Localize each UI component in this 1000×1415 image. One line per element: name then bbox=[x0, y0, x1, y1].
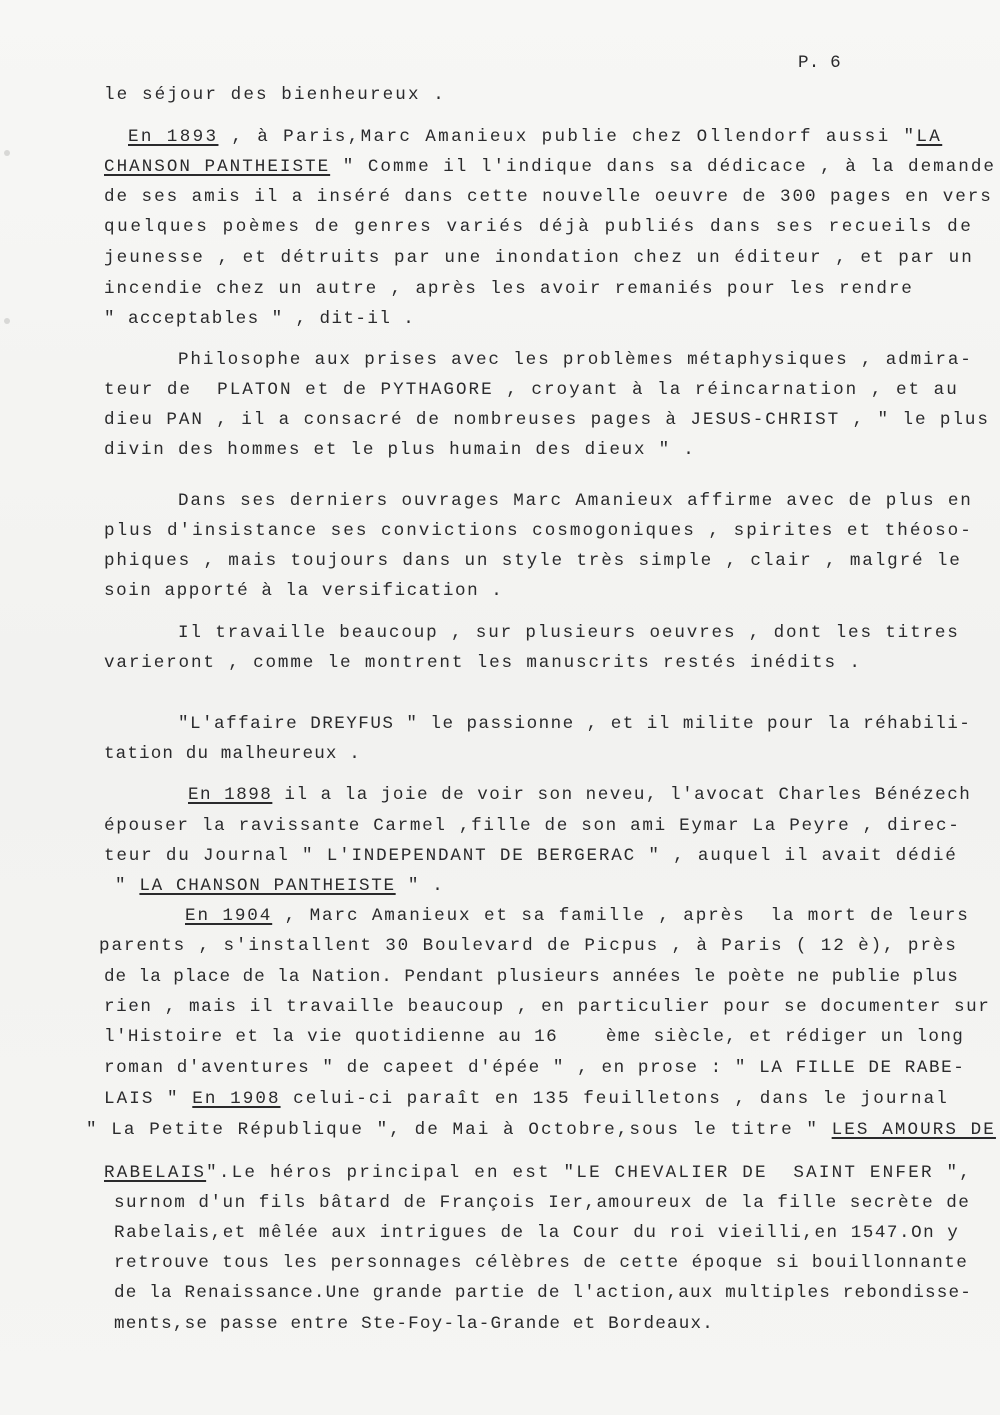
typed-text-line bbox=[104, 308, 415, 330]
text-run: de ses amis il a inséré dans cette nouvelle oeuvre de 300 pages en vers bbox=[104, 187, 993, 207]
typed-text-line bbox=[128, 126, 942, 148]
text-run: de la Renaissance.Une grande partie de l'action,aux multiples rebondisse- bbox=[114, 1283, 973, 1303]
text-run: " acceptables " , dit-il . bbox=[104, 309, 416, 329]
typed-text-line bbox=[178, 490, 973, 512]
text-run: , Marc Amanieux et sa famille , après la mort de leurs bbox=[272, 906, 970, 926]
text-run: "L'affaire DREYFUS " le passionne , et il milite pour la réhabili- bbox=[178, 714, 972, 734]
underlined-text: En 1898 bbox=[188, 785, 273, 805]
typed-text-line bbox=[104, 186, 993, 208]
underlined-text: LA bbox=[916, 127, 943, 147]
typed-text-line bbox=[104, 966, 959, 988]
underlined-text: En 1908 bbox=[192, 1089, 281, 1109]
typed-text-line bbox=[104, 580, 503, 602]
typed-text-line bbox=[104, 439, 696, 461]
text-run: surnom d'un fils bâtard de François Ier,amoureux de la fille secrète de bbox=[114, 1193, 971, 1213]
underlined-text: LA CHANSON PANTHEISTE bbox=[139, 876, 396, 896]
typed-text-line bbox=[104, 550, 962, 572]
text-run: Philosophe aux prises avec les problèmes métaphysiques , admira- bbox=[178, 350, 973, 370]
typed-text-line bbox=[115, 875, 444, 897]
typed-text-line bbox=[104, 1162, 972, 1184]
underlined-text: En 1904 bbox=[185, 906, 273, 926]
text-run: plus d'insistance ses convictions cosmogoniques , spirites et théoso- bbox=[104, 521, 973, 541]
text-run: ments,se passe entre Ste-Foy-la-Grande et Bordeaux. bbox=[114, 1314, 715, 1334]
text-run: teur du Journal " L'INDEPENDANT DE BERGERAC " , auquel il avait dédié bbox=[104, 846, 958, 866]
typed-text-line bbox=[104, 1057, 965, 1079]
text-run: incendie chez un autre , après les avoir remaniés pour les rendre bbox=[104, 279, 914, 299]
text-run: " Comme il l'indique dans sa dédicace , à la demande bbox=[330, 157, 996, 177]
text-run: phiques , mais toujours dans un style très simple , clair , malgré le bbox=[104, 551, 962, 571]
text-run: tation du malheureux . bbox=[104, 744, 361, 764]
text-run: dieu PAN , il a consacré de nombreuses pages à JESUS-CHRIST , " le plus bbox=[104, 410, 990, 430]
typed-text-line bbox=[104, 1026, 964, 1048]
text-run: teur de PLATON et de PYTHAGORE , croyant à la réincarnation , et au bbox=[104, 380, 959, 400]
typed-text-line bbox=[104, 743, 361, 765]
text-run: le séjour des bienheureux . bbox=[104, 85, 446, 105]
punch-hole-mark bbox=[4, 150, 10, 156]
typed-text-line bbox=[104, 652, 862, 674]
typed-text-line bbox=[104, 845, 958, 867]
typed-text-line bbox=[114, 1192, 970, 1214]
text-run: épouser la ravissante Carmel ,fille de son ami Eymar La Peyre , direc- bbox=[104, 816, 961, 836]
text-run: de la place de la Nation. Pendant plusieurs années le poète ne publie plus bbox=[104, 967, 959, 987]
typed-text-line bbox=[114, 1222, 959, 1244]
typed-text-line bbox=[104, 247, 974, 269]
typed-text-line bbox=[104, 996, 990, 1018]
text-run: roman d'aventures " de capeet d'épée " , en prose : " LA FILLE DE RABE- bbox=[104, 1058, 966, 1078]
typed-text-line bbox=[178, 622, 960, 644]
typed-text-line bbox=[114, 1313, 714, 1335]
typed-text-line bbox=[104, 84, 446, 106]
text-run: celui-ci paraît en 135 feuilletons , dans le journal bbox=[280, 1089, 949, 1109]
text-run: Dans ses derniers ouvrages Marc Amanieux affirme avec de plus en bbox=[178, 491, 973, 511]
page-number: P. 6 bbox=[798, 53, 841, 73]
text-run: parents , s'installent 30 Boulevard de Picpus , à Paris ( 12 è), près bbox=[99, 936, 958, 956]
typed-text-line bbox=[104, 216, 973, 238]
typed-text-line bbox=[178, 349, 973, 371]
text-run: " bbox=[115, 876, 140, 896]
underlined-text: En 1893 bbox=[128, 127, 219, 147]
underlined-text: CHANSON PANTHEISTE bbox=[104, 157, 331, 177]
typed-text-line bbox=[114, 1252, 968, 1274]
typed-text-line bbox=[99, 935, 958, 957]
text-run: jeunesse , et détruits par une inondation chez un éditeur , et par un bbox=[104, 248, 974, 268]
text-run: " . bbox=[395, 876, 445, 896]
typed-text-line bbox=[86, 1119, 996, 1141]
text-run: Rabelais,et mêlée aux intrigues de la Cour du roi vieilli,en 1547.On y bbox=[114, 1223, 960, 1243]
typed-text-line bbox=[104, 409, 990, 431]
text-run: quelques poèmes de genres variés déjà publiés dans ses recueils de bbox=[104, 217, 974, 237]
text-run: divin des hommes et le plus humain des dieux " . bbox=[104, 440, 696, 460]
typed-text-line bbox=[104, 278, 914, 300]
text-run: ".Le héros principal en est "LE CHEVALIER DE SAINT ENFER ", bbox=[206, 1163, 973, 1183]
text-run: varieront , comme le montrent les manuscrits restés inédits . bbox=[104, 653, 862, 673]
text-run: LAIS " bbox=[104, 1089, 193, 1109]
typed-text-line bbox=[104, 520, 973, 542]
typed-text-line bbox=[114, 1282, 972, 1304]
typed-text-line bbox=[104, 156, 996, 178]
text-run: soin apporté à la versification . bbox=[104, 581, 504, 601]
typed-text-line bbox=[185, 905, 970, 927]
typed-text-line bbox=[188, 784, 971, 806]
underlined-text: LES AMOURS DE bbox=[831, 1120, 996, 1140]
text-run: " La Petite République ", de Mai à Octobre,sous le titre " bbox=[86, 1120, 832, 1140]
typed-text-line bbox=[104, 379, 959, 401]
text-run: il a la joie de voir son neveu, l'avocat Charles Bénézech bbox=[272, 785, 972, 805]
text-run: retrouve tous les personnages célèbres de cette époque si bouillonnante bbox=[114, 1253, 969, 1273]
text-run: l'Histoire et la vie quotidienne au 16 ème siècle, et rédiger un long bbox=[104, 1027, 965, 1047]
typed-text-line bbox=[178, 713, 971, 735]
typed-text-line bbox=[104, 815, 961, 837]
underlined-text: RABELAIS bbox=[104, 1163, 207, 1183]
punch-hole-mark bbox=[4, 318, 10, 324]
text-run: rien , mais il travaille beaucoup , en particulier pour se documenter sur bbox=[104, 997, 991, 1017]
text-run: Il travaille beaucoup , sur plusieurs oeuvres , dont les titres bbox=[178, 623, 960, 643]
typed-text-line bbox=[104, 1088, 949, 1110]
text-run: , à Paris,Marc Amanieux publie chez Ollendorf aussi " bbox=[218, 127, 917, 147]
